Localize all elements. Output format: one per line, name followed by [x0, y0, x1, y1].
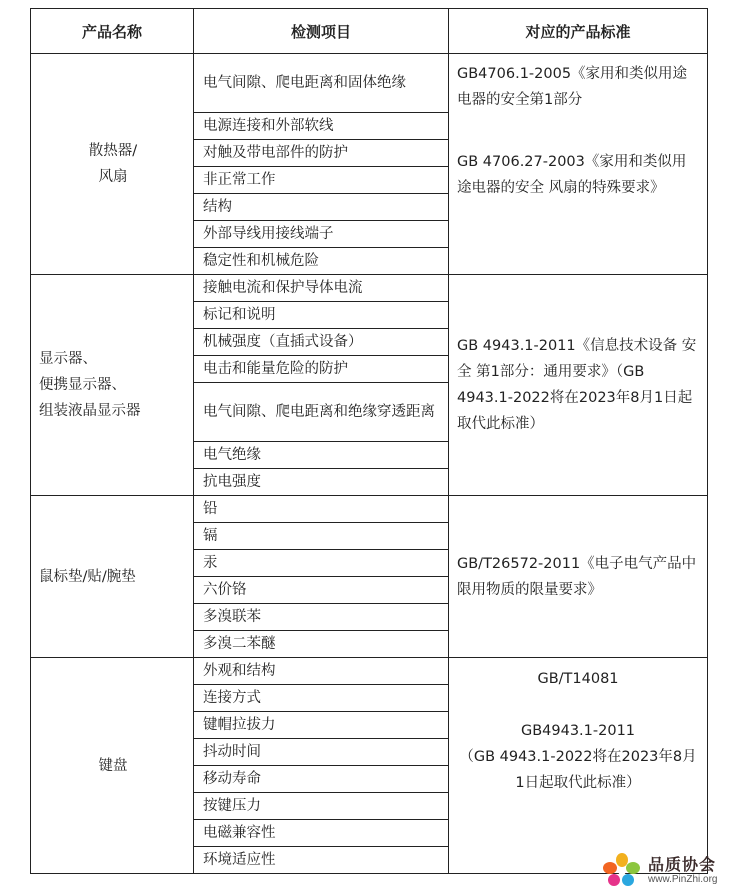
- table-row: [31, 496, 708, 523]
- flower-logo-icon: [602, 852, 642, 888]
- standard-text: （GB 4943.1-2022将在2023年8月1日起取代此标准）: [459, 749, 697, 791]
- item-text: 电气间隙、爬电距离和绝缘穿透距离: [203, 404, 435, 420]
- product-cell-keyboard: 键盘: [31, 658, 194, 874]
- item-cell: 结构: [194, 194, 449, 221]
- item-cell: 电击和能量危险的防护: [194, 356, 449, 383]
- item-cell: 外观和结构: [194, 658, 449, 685]
- item-cell: 环境适应性: [194, 847, 449, 874]
- item-cell: 稳定性和机械危险: [194, 248, 449, 275]
- item-cell: 机械强度（直插式设备）: [194, 329, 449, 356]
- header-product: 产品名称: [31, 9, 194, 54]
- item-cell: 对触及带电部件的防护: [194, 140, 449, 167]
- standard-text: GB/T14081: [537, 671, 619, 687]
- item-cell: 连接方式: [194, 685, 449, 712]
- header-row: [31, 9, 708, 54]
- item-cell: 按键压力: [194, 793, 449, 820]
- product-cell-fan: 散热器/ 风扇: [31, 54, 194, 275]
- item-cell: 电气绝缘: [194, 442, 449, 469]
- product-cell-display: 显示器、 便携显示器、 组装液晶显示器: [31, 275, 194, 496]
- standard-text: GB 4943.1-2011《信息技术设备 安全 第1部分：通用要求》（GB 4943.1-2022将在2023年8月1日起取代此标准）: [457, 338, 697, 432]
- item-cell: 移动寿命: [194, 766, 449, 793]
- item-cell: 外部导线用接线端子: [194, 221, 449, 248]
- item-cell: 标记和说明: [194, 302, 449, 329]
- standard-cell-mousepad: [449, 496, 708, 658]
- table-row: [31, 275, 708, 302]
- table-row: [31, 658, 708, 685]
- watermark: [598, 844, 730, 890]
- item-cell: 多溴二苯醚: [194, 631, 449, 658]
- item-cell: 抗电强度: [194, 469, 449, 496]
- product-cell-mousepad: 鼠标垫/贴/腕垫: [31, 496, 194, 658]
- standards-table: [30, 8, 708, 874]
- item-cell: 电源连接和外部软线: [194, 113, 449, 140]
- item-cell: [194, 383, 449, 442]
- item-cell: 多溴联苯: [194, 604, 449, 631]
- watermark-title: 品质协会: [648, 855, 717, 874]
- table-row: [31, 54, 708, 113]
- item-cell: 抖动时间: [194, 739, 449, 766]
- header-standard: 对应的产品标准: [449, 9, 708, 54]
- item-cell: 汞: [194, 550, 449, 577]
- standard-text: GB 4706.27-2003《家用和类似用途电器的安全 风扇的特殊要求》: [457, 154, 687, 196]
- standard-cell-display: [449, 275, 708, 496]
- item-cell: 镉: [194, 523, 449, 550]
- item-cell: 非正常工作: [194, 167, 449, 194]
- item-cell: 六价铬: [194, 577, 449, 604]
- standard-cell-fan: [449, 54, 708, 275]
- standard-text: GB/T26572-2011《电子电气产品中限用物质的限量要求》: [457, 555, 697, 598]
- item-cell: 铅: [194, 496, 449, 523]
- watermark-url: www.PinZhi.org: [648, 874, 718, 885]
- item-cell: 键帽拉拔力: [194, 712, 449, 739]
- item-cell: 接触电流和保护导体电流: [194, 275, 449, 302]
- standard-cell-keyboard: [449, 658, 708, 874]
- header-item: 检测项目: [194, 9, 449, 54]
- item-cell: [194, 54, 449, 113]
- item-cell: 电磁兼容性: [194, 820, 449, 847]
- standard-text: GB4943.1-2011: [520, 723, 636, 739]
- standard-text: GB4706.1-2005《家用和类似用途电器的安全第1部分: [457, 66, 688, 108]
- item-text: 电气间隙、爬电距离和固体绝缘: [203, 75, 406, 91]
